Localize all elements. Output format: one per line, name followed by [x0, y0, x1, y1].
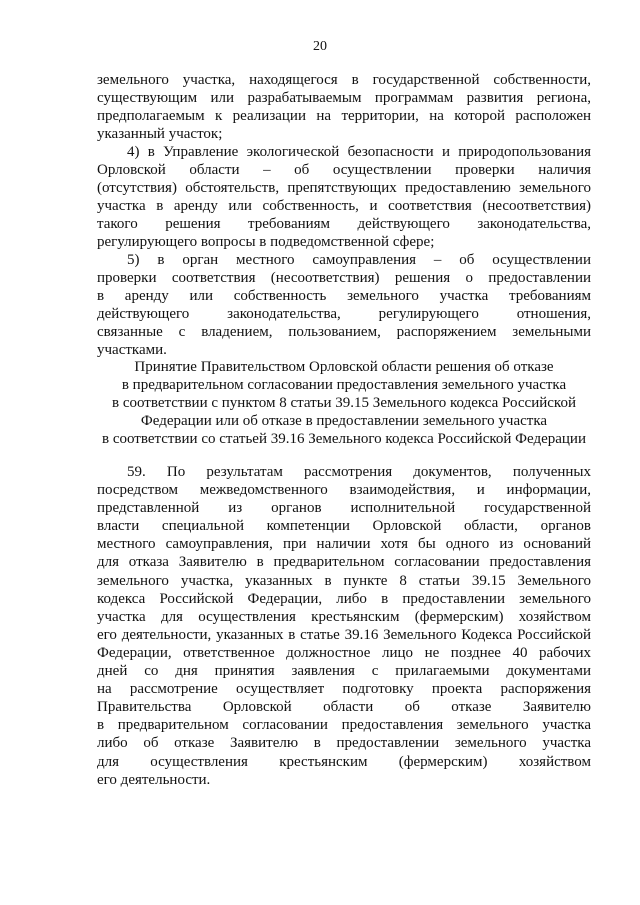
- text-line: Орловской области – об осуществлении проверки наличия: [97, 162, 591, 179]
- heading-line: Принятие Правительством Орловской области решения об отказе: [134, 359, 554, 375]
- text-line: местного самоуправления, при наличии хотя бы одного из оснований: [97, 536, 591, 553]
- text-line: в предварительном согласовании предоставления земельного участка: [97, 717, 591, 734]
- text-line: связанные с владением, пользованием, распоряжением земельными: [97, 324, 591, 341]
- text-line: для отказа Заявителю в предварительном согласовании предоставления: [97, 554, 591, 571]
- text-line: его деятельности.: [97, 771, 211, 788]
- text-line: существующим или разрабатываемым программам развития региона,: [97, 90, 591, 107]
- heading-line: в соответствии с пунктом 8 статьи 39.15 Земельного кодекса Российской: [112, 395, 576, 412]
- section-heading: [70, 358, 618, 448]
- text-line: его деятельности, указанных в статье 39.16 Земельного Кодекса Российской: [97, 626, 591, 643]
- heading-line: в соответствии со статьей 39.16 Земельного кодекса Российской Федерации: [101, 431, 586, 448]
- text-line: действующего законодательства, регулирующего отношения,: [97, 306, 591, 323]
- text-line: Федерации, ответственное должностное лицо не позднее 40 рабочих: [97, 644, 591, 661]
- text-line: либо об отказе Заявителю в предоставлении земельного участка: [97, 735, 591, 752]
- text-line: дней со дня принятия заявления с прилагаемыми документами: [97, 663, 591, 680]
- text-line: указанный участок;: [97, 126, 223, 143]
- page-number: 20: [313, 39, 327, 54]
- text-line: участка в аренду или собственность, и соответствия (несоответствия): [97, 198, 591, 215]
- text-line: такого решения требованиям действующего законодательства,: [97, 216, 591, 233]
- text-line: представленной из органов исполнительной государственной: [97, 500, 591, 517]
- text-line: кодекса Российской Федерации, либо в предоставлении земельного: [97, 590, 591, 607]
- paragraph-item-4: [97, 143, 591, 252]
- text-line: 4) в Управление экологической безопасности и природопользования: [127, 144, 591, 160]
- paragraph-item-59: [97, 463, 591, 789]
- text-line: в аренду или собственность земельного участка требованиям: [97, 288, 591, 305]
- text-line: посредством межведомственного взаимодействия, и информации,: [97, 482, 591, 499]
- text-line: для осуществления крестьянским (фермерским) хозяйством: [97, 753, 591, 770]
- paragraph-item-5: [97, 251, 591, 360]
- text-line: Правительства Орловской области об отказе Заявителю: [97, 699, 591, 716]
- text-line: власти специальной компетенции Орловской области, органов: [97, 518, 591, 535]
- text-line: 59. По результатам рассмотрения документов, полученных: [127, 464, 591, 480]
- heading-line: в предварительном согласовании предоставления земельного участка: [121, 377, 567, 394]
- heading-line: Федерации или об отказе в предоставлении земельного участка: [140, 413, 548, 430]
- text-line: на рассмотрение осуществляет подготовку проекта распоряжения: [97, 681, 591, 698]
- text-line: регулирующего вопросы в подведомственной сфере;: [97, 234, 435, 251]
- text-line: земельного участка, находящегося в государственной собственности,: [97, 72, 591, 88]
- paragraph-continuation: [97, 71, 591, 143]
- text-line: (отсутствия) обстоятельств, препятствующих предоставлению земельного: [97, 180, 591, 197]
- text-line: участка для осуществления крестьянским (фермерским) хозяйством: [97, 608, 591, 625]
- text-line: проверки соответствия (несоответствия) решения о предоставлении: [97, 270, 591, 287]
- text-line: земельного участка, указанных в пункте 8 статьи 39.15 Земельного: [97, 572, 591, 589]
- text-line: участками.: [97, 342, 167, 359]
- text-line: предполагаемым к реализации на территории, на которой расположен: [97, 108, 591, 125]
- text-line: 5) в орган местного самоуправления – об осуществлении: [127, 252, 591, 268]
